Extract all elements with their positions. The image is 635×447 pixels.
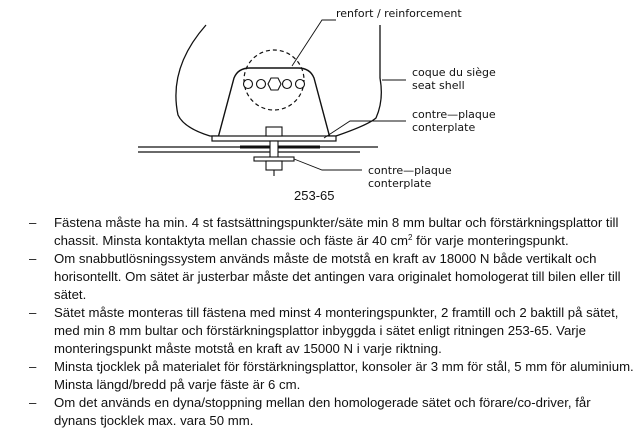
- bolt-hole: [244, 80, 253, 89]
- list-dash: –: [29, 305, 37, 320]
- seat-mounting-drawing: [0, 0, 635, 200]
- figure-number: 253-65: [294, 188, 335, 203]
- counterplate-upper: [212, 136, 336, 141]
- list-item-text: Om det används en dyna/stoppning mellan den homologerade sätet och förare/co-driver, får dynans tjocklek max. vara 50 mm.: [54, 395, 591, 428]
- list-dash: –: [29, 359, 37, 374]
- label-reinforcement: renfort / reinforcement: [336, 7, 462, 20]
- label-conterplate-2-en: conterplate: [368, 177, 432, 190]
- list-item: [0, 394, 635, 430]
- bolt-hole: [257, 80, 266, 89]
- label-conterplate-1-en: conterplate: [412, 121, 476, 134]
- list-item-text: Minsta tjocklek på materialet för förstärkningsplattor, konsoler är 3 mm för stål, 5 mm för aluminium. Minsta längd/bredd på varje fäste är 6 cm.: [54, 359, 634, 392]
- label-conterplate-1-fr: contre—plaque: [412, 108, 496, 121]
- list-item-text: för varje monteringspunkt.: [412, 233, 569, 248]
- superscript: 2: [408, 233, 413, 242]
- list-dash: –: [29, 251, 37, 266]
- list-item: [0, 358, 635, 394]
- counterplate-lower: [254, 157, 294, 161]
- list-item-text: Fästena måste ha min. 4 st fastsättningspunkter/säte min 8 mm bultar och förstärkningsplattor till chassit. Minsta kontaktyta mellan chassie och fäste är 40 cm: [54, 215, 619, 248]
- label-seat-shell-fr: coque du siège: [412, 66, 496, 79]
- label-seat-shell-en: seat shell: [412, 79, 465, 92]
- bolt-hole: [296, 80, 305, 89]
- leader-conterplate-2: [294, 159, 362, 170]
- list-item-text: Om snabbutlösningssystem används måste de motstå en kraft av 18000 N både vertikalt och horisontellt. Om sätet är justerbar måste det antingen vara originalet homologerat till bilen eller till sätet.: [54, 251, 621, 302]
- bolt-hole: [283, 80, 292, 89]
- list-item-text: Sätet måste monteras till fästena med minst 4 monteringspunkter, 2 framtill och 2 baktill på sätet, med min 8 mm bultar och förstärkningsplattor inbyggda i sätet enligt ritningen 253-65. Varje monteringspunkt måste motstå en kraft av 15000 N i varje riktning.: [54, 305, 619, 356]
- requirements-list: [0, 214, 635, 430]
- list-dash: –: [29, 215, 37, 230]
- list-item: [0, 214, 635, 250]
- bolt-head-hex: [268, 78, 281, 90]
- label-conterplate-2-fr: contre—plaque: [368, 164, 452, 177]
- bolt-shank: [270, 141, 278, 159]
- bolt-nut-top: [266, 127, 282, 136]
- leader-reinforcement: [292, 20, 336, 66]
- list-item: [0, 304, 635, 358]
- list-dash: –: [29, 395, 37, 410]
- list-item: [0, 250, 635, 304]
- bolt-nut-bottom: [266, 161, 282, 170]
